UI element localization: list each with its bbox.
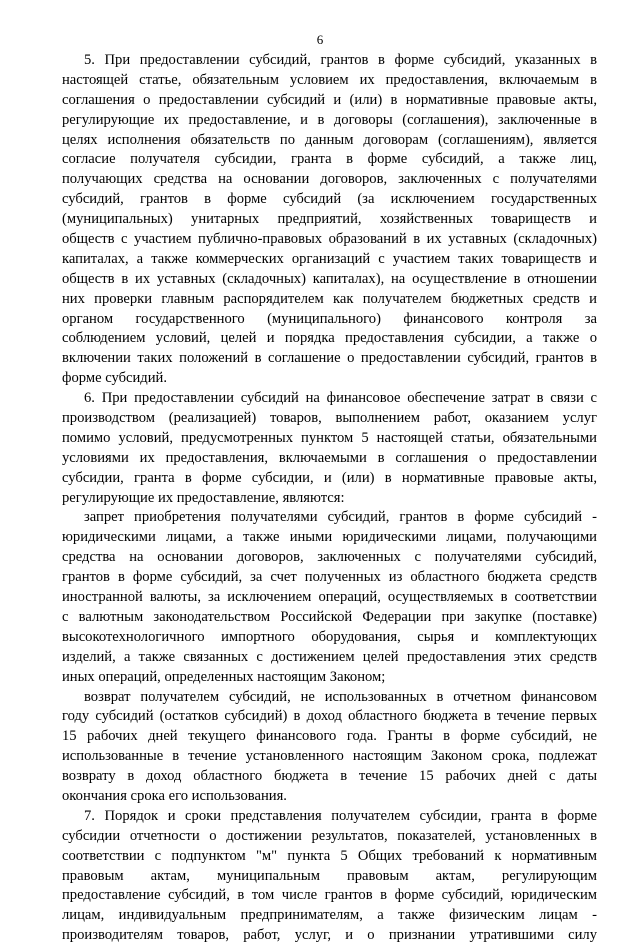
text-line: получающих средства на основании договоров, заключенных с получателями xyxy=(62,171,597,188)
text-line: обществ в их уставных (складочных) капиталах), на осуществление в отношении xyxy=(62,270,597,287)
text-line: 7. Порядок и сроки представления получателем субсидии, гранта в форме xyxy=(84,807,597,824)
body-text xyxy=(62,51,597,946)
text-line: помимо условий, предусмотренных пунктом 5 настоящей статьи, обязательными xyxy=(62,429,597,446)
text-line: (муниципальных) унитарных предприятий, хозяйственных товариществ и xyxy=(62,211,597,228)
text-line: возврат получателем субсидий, не использованных в отчетном финансовом xyxy=(84,688,597,705)
text-line: условиями их предоставления, включаемыми в соглашения о предоставлении xyxy=(62,449,597,466)
text-line: соблюдением условий, целей и порядка предоставления субсидии, а также о xyxy=(62,330,597,347)
text-line: целях исполнения обязательств по данным договорам (соглашениям), является xyxy=(62,131,597,148)
text-line: обществ с участием публично-правовых образований в их уставных (складочных) xyxy=(62,231,597,248)
text-line: окончания срока его использования. xyxy=(62,787,287,804)
text-line: году субсидий (остатков субсидий) в доход областного бюджета в течение первых xyxy=(62,708,597,725)
text-line: возврату в доход областного бюджета в течение 15 рабочих дней с даты xyxy=(62,768,597,785)
text-line: иностранной валюты, за исключением операций, осуществляемых в соответствии xyxy=(62,589,597,606)
text-line: юридическими лицами, а также иными юридическими лицами, получающими xyxy=(62,529,597,546)
text-line: регулирующие их предоставление, являются: xyxy=(62,489,345,506)
text-line: соглашения о предоставлении субсидий и (или) в нормативные правовые акты, xyxy=(62,91,597,108)
text-line: высокотехнологичного импортного оборудования, сырья и комплектующих xyxy=(62,628,597,645)
text-line: с валютным законодательством Российской Федерации при закупке (поставке) xyxy=(62,608,597,625)
text-line: соответствии с подпунктом "м" пункта 5 Общих требований к нормативным xyxy=(62,847,597,864)
text-line: субсидии отчетности о достижении результатов, показателей, установленных в xyxy=(62,827,597,844)
text-line: изделий, а также связанных с достижением целей предоставления этих средств xyxy=(62,648,597,665)
text-line: них проверки главным распорядителем как получателем бюджетных средств и xyxy=(62,290,597,307)
text-line: запрет приобретения получателями субсидий, грантов в форме субсидий - xyxy=(84,509,597,526)
text-line: грантов в форме субсидий, за счет полученных из областного бюджета средств xyxy=(62,569,597,586)
text-line: лицам, индивидуальным предпринимателям, а также физическим лицам - xyxy=(62,907,597,924)
text-line: субсидии, гранта в форме субсидии, и (или) в нормативные правовые акты, xyxy=(62,469,597,486)
text-line: настоящей статье, обязательным условием их предоставления, включаемым в xyxy=(62,71,597,88)
text-line: правовым актам, муниципальным правовым актам, регулирующим xyxy=(62,867,597,884)
text-line: средства на основании договоров, заключенных с получателями субсидий, xyxy=(62,549,597,566)
text-line: включении таких положений в соглашение о предоставлении субсидий, грантов в xyxy=(62,350,597,367)
page-number: 6 xyxy=(316,32,324,47)
text-line: 5. При предоставлении субсидий, грантов в форме субсидий, указанных в xyxy=(84,52,597,68)
text-line: 15 рабочих дней текущего финансового года. Гранты в форме субсидий, не xyxy=(62,728,597,745)
text-line: 6. При предоставлении субсидий на финансовое обеспечение затрат в связи с xyxy=(84,390,597,407)
text-line: согласие получателя субсидии, гранта в форме субсидий, а также лиц, xyxy=(62,151,597,168)
text-line: форме субсидий. xyxy=(62,370,167,387)
text-line: иных операций, определенных настоящим Законом; xyxy=(62,668,386,685)
text-line: органом государственного (муниципального) финансового контроля за xyxy=(62,310,597,327)
text-line: производителям товаров, работ, услуг, и о признании утратившими силу xyxy=(62,927,597,944)
text-line: капиталах, а также коммерческих организаций с участием таких товариществ и xyxy=(62,250,597,267)
text-line: регулирующие их предоставление, и в договоры (соглашения), заключенные в xyxy=(62,111,597,128)
text-line: предоставление субсидий, в том числе грантов в форме субсидий, юридическим xyxy=(62,887,597,904)
text-line: использованные в течение установленного настоящим Законом срока, подлежат xyxy=(62,748,597,765)
text-line: субсидий, грантов в форме субсидий (за исключением государственных xyxy=(62,191,597,208)
text-line: производством (реализацией) товаров, выполнением работ, оказанием услуг xyxy=(62,410,597,427)
